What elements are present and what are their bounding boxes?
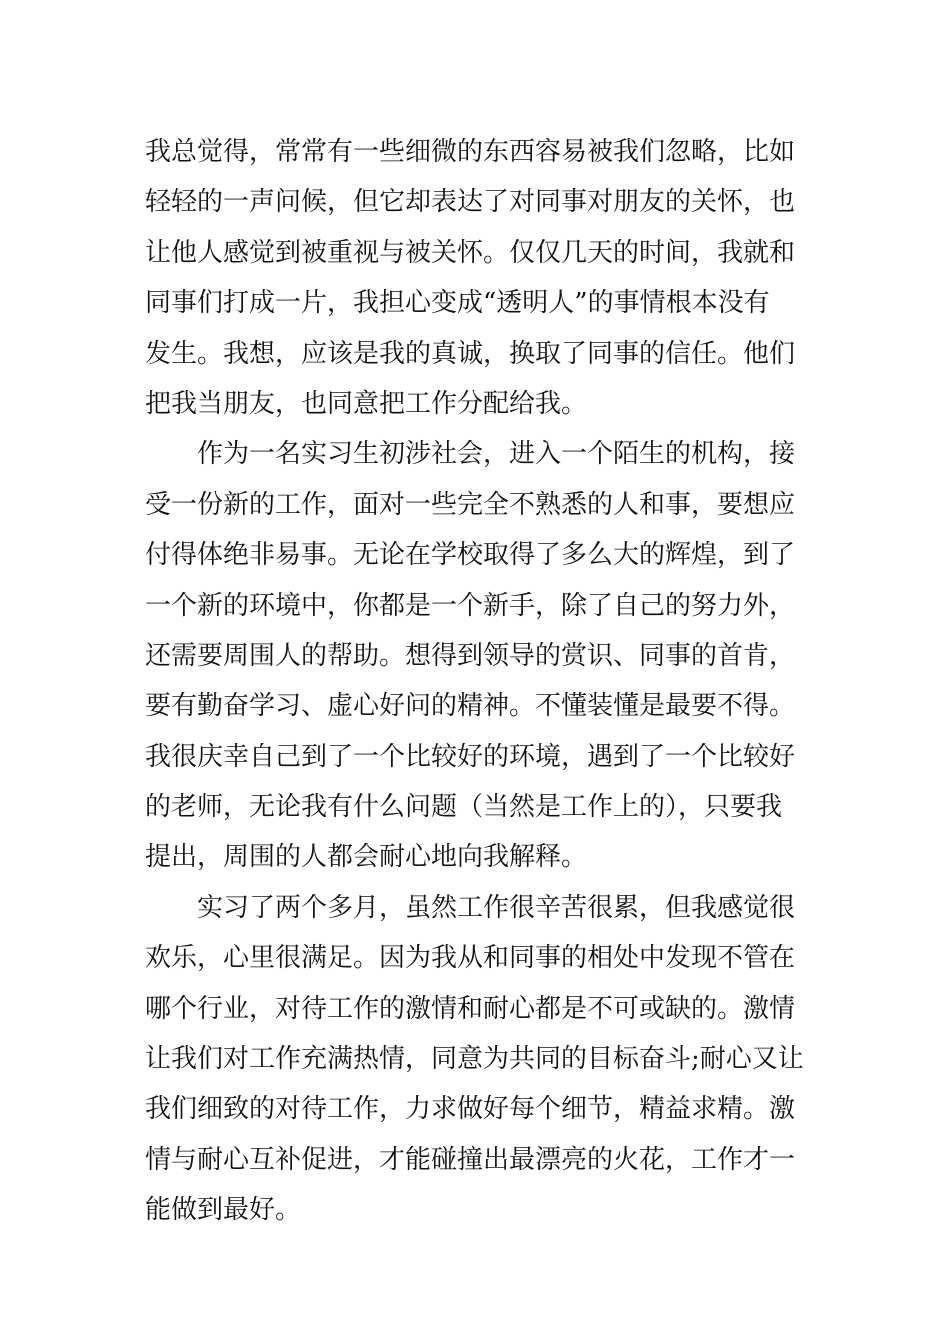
text-line: 要有勤奋学习、虚心好问的精神。不懂装懂是最要不得。 <box>145 691 796 722</box>
paragraph-3 <box>145 883 815 1236</box>
text-line: 轻轻的一声问候，但它却表达了对同事对朋友的关怀，也 <box>145 187 796 218</box>
text-line: 我们细致的对待工作，力求做好每个细节，精益求精。激 <box>145 1094 796 1125</box>
text-line: 付得体绝非易事。无论在学校取得了多么大的辉煌，到了 <box>145 540 796 571</box>
text-line: 哪个行业，对待工作的激情和耐心都是不可或缺的。激情 <box>145 993 796 1024</box>
text-line: 实习了两个多月，虽然工作很辛苦很累，但我感觉很 <box>197 892 796 923</box>
paragraph-2 <box>145 429 815 883</box>
text-line: 把我当朋友，也同意把工作分配给我。 <box>145 388 588 419</box>
text-line: 让我们对工作充满热情，同意为共同的目标奋斗;耐心又让 <box>145 1044 804 1075</box>
text-line: 能做到最好。 <box>145 1195 302 1226</box>
text-line: 作为一名实习生初涉社会，进入一个陌生的机构，接 <box>197 439 796 470</box>
text-line: 同事们打成一片，我担心变成“透明人”的事情根本没有 <box>145 288 770 319</box>
text-line: 欢乐，心里很满足。因为我从和同事的相处中发现不管在 <box>145 943 796 974</box>
paragraph-1 <box>145 127 815 429</box>
text-line: 我总觉得，常常有一些细微的东西容易被我们忽略，比如 <box>145 137 796 167</box>
text-line: 让他人感觉到被重视与被关怀。仅仅几天的时间，我就和 <box>145 237 796 268</box>
text-line: 受一份新的工作，面对一些完全不熟悉的人和事，要想应 <box>145 489 796 520</box>
text-line: 一个新的环境中，你都是一个新手，除了自己的努力外， <box>145 590 796 621</box>
text-line: 还需要周围人的帮助。想得到领导的赏识、同事的首肯， <box>145 640 796 671</box>
text-line: 提出，周围的人都会耐心地向我解释。 <box>145 842 588 873</box>
text-line: 发生。我想，应该是我的真诚，换取了同事的信任。他们 <box>145 338 796 369</box>
text-line: 我很庆幸自己到了一个比较好的环境，遇到了一个比较好 <box>145 741 796 772</box>
document-body <box>145 127 815 1236</box>
text-line: 的老师，无论我有什么问题（当然是工作上的），只要我 <box>145 792 783 823</box>
text-line: 情与耐心互补促进，才能碰撞出最漂亮的火花，工作才一 <box>145 1144 796 1175</box>
